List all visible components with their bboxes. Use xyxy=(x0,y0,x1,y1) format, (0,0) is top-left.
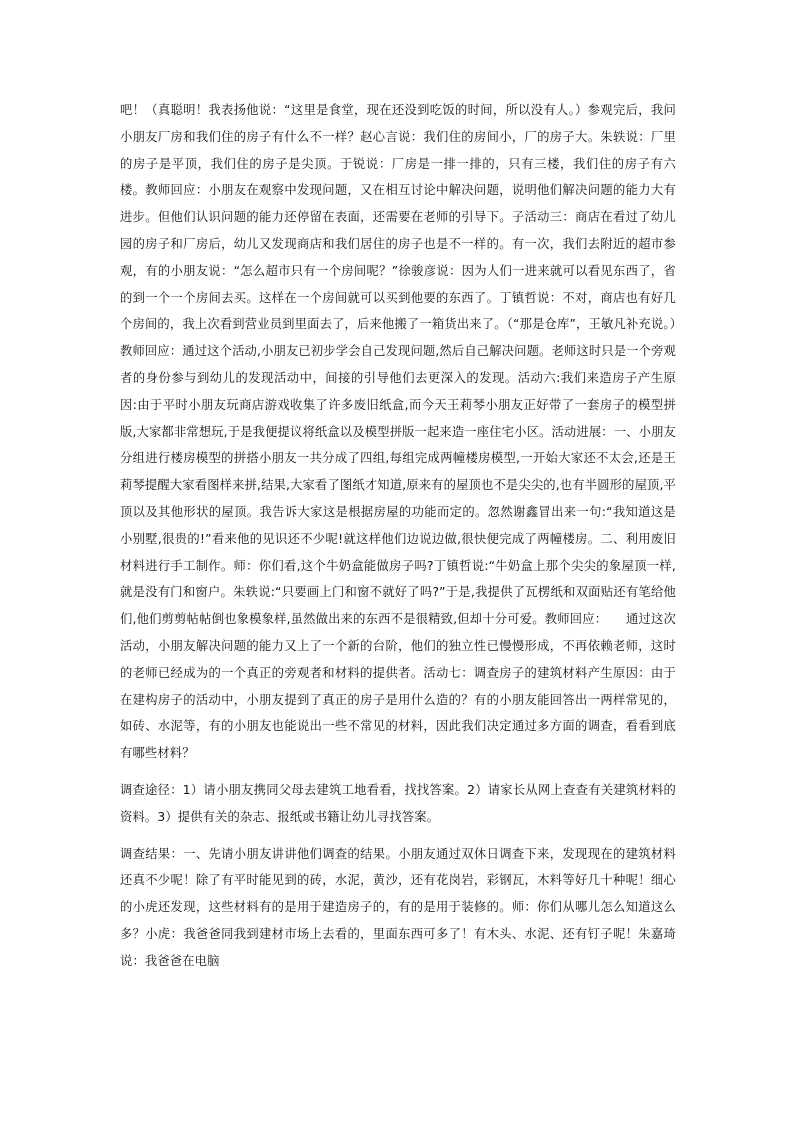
paragraph-survey-results: 调查结果：一、先请小朋友讲讲他们调查的结果。小朋友通过双休日调查下来，发现现在的建筑材料还真不少呢！除了有平时能见到的砖，水泥，黄沙，还有花岗岩，彩钢瓦，木料等好几十种呢！细心的小虎还发现，这些材料有的是用于建造房子的，有的是用于装修的。师：你们从哪儿怎么知道这么多？小虎：我爸爸同我到建材市场上去看的，里面东西可多了！有木头、水泥、还有钉子呢！朱嘉琦说：我爸爸在电脑 xyxy=(120,846,676,968)
paragraph-survey-methods: 调查途径：1）请小朋友携同父母去建筑工地看看，找找答案。2）请家长从网上查查有关建筑材料的资料。3）提供有关的杂志、报纸或书籍让幼儿寻找答案。 xyxy=(120,782,676,824)
document-body xyxy=(120,97,676,975)
paragraph-activity-narrative: 吧！（真聪明！我表扬他说：“这里是食堂，现在还没到吃饭的时间，所以没有人。）参观完后，我问小朋友厂房和我们住的房子有什么不一样？赵心言说：我们住的房间小，厂的房子大。朱轶说：厂里的房子是平顶，我们住的房子是尖顶。于锐说：厂房是一排一排的，只有三楼，我们住的房子有六楼。教师回应：小朋友在观察中发现问题，又在相互讨论中解决问题，说明他们解决问题的能力大有进步。但他们认识问题的能力还停留在表面，还需要在老师的引导下。子活动三：商店在看过了幼儿园的房子和厂房后，幼儿又发现商店和我们居住的房子也是不一样的。有一次，我们去附近的超市参观，有的小朋友说：“怎么超市只有一个房间呢？”徐骏彦说：因为人们一进来就可以看见东西了，省的到一个一个房间去买。这样在一个房间就可以买到他要的东西了。丁镇哲说：不对，商店也有好几个房间的，我上次看到营业员到里面去了，后来他搬了一箱货出来了。（“那是仓库”，王敏凡补充说。）教师回应：通过这个活动,小朋友已初步学会自己发现问题,然后自己解决问题。老师这时只是一个旁观者的身份参与到幼儿的发现活动中，间接的引导他们去更深入的发现。活动六:我们来造房子产生原因:由于平时小朋友玩商店游戏收集了许多废旧纸盒,而今天王莉琴小朋友正好带了一套房子的模型拼版,大家都非常想玩,于是我便提议将纸盒以及模型拼版一起来造一座住宅小区。活动进展：一、小朋友分组进行楼房模型的拼搭小朋友一共分成了四组,每组完成两幢楼房模型,一开始大家还不太会,还是王莉琴提醒大家看图样来拼,结果,大家看了图纸才知道,原来有的屋顶也不是尖尖的,也有半圆形的屋顶,平顶以及其他形状的屋顶。我告诉大家这是根据房屋的功能而定的。忽然谢鑫冒出来一句:“我知道这是小别墅,很贵的!”看来他的见识还不少呢!就这样他们边说边做,很快便完成了两幢楼房。二、利用废旧材料进行手工制作。师：你们看,这个牛奶盒能做房子吗?丁镇哲说:“牛奶盒上那个尖尖的象屋顶一样,就是没有门和窗户。朱轶说:“只要画上门和窗不就好了吗?”于是,我提供了瓦楞纸和双面贴还有笔给他们,他们剪剪帖帖倒也象模象样,虽然做出来的东西不是很精致,但却十分可爱。教师回应： 通过这次活动，小朋友解决问题的能力又上了一个新的台阶，他们的独立性已慢慢形成，不再依赖老师，这时的老师已经成为的一个真正的旁观者和材料的提供者。活动七：调查房子的建筑材料产生原因：由于在建构房子的活动中，小朋友提到了真正的房子是用什么造的？有的小朋友能回答出一两样常见的，如砖、水泥等，有的小朋友也能说出一些不常见的材料，因此我们决定通过多方面的调查，看看到底有哪些材料？ xyxy=(120,103,676,761)
